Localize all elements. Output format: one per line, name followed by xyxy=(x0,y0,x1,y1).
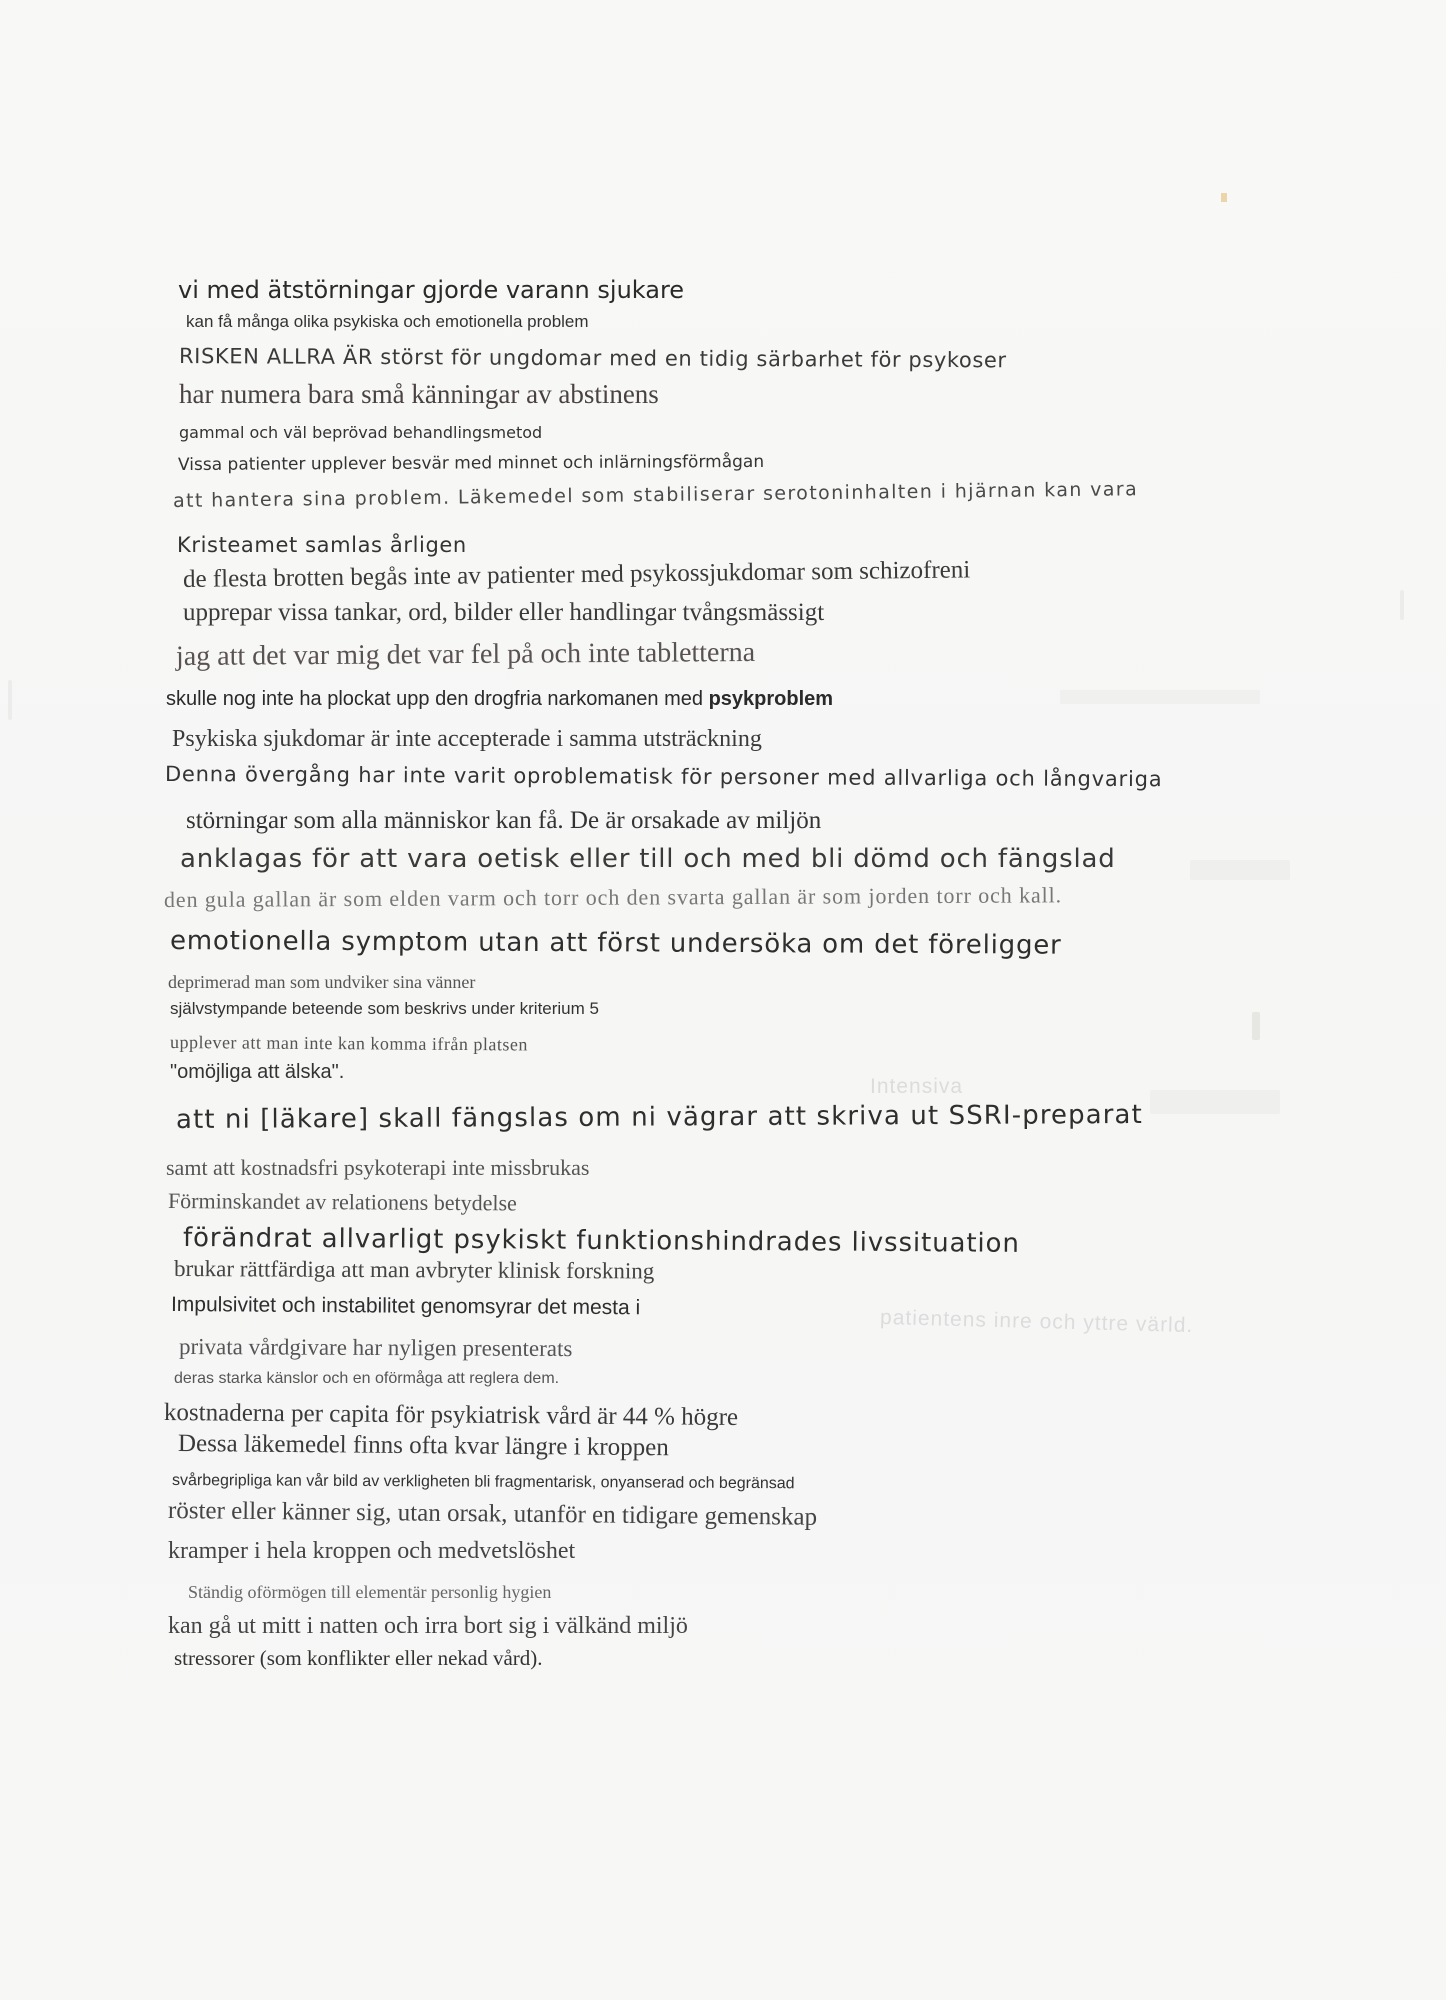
text-line: gammal och väl beprövad behandlingsmetod xyxy=(179,423,543,442)
faded-patch xyxy=(1190,860,1290,880)
text-line: vi med ätstörningar gjorde varann sjukare xyxy=(178,276,685,304)
faded-patch xyxy=(1150,1090,1280,1114)
text-line: röster eller känner sig, utan orsak, utanför en tidigare gemenskap xyxy=(167,1497,818,1531)
text-line: kostnaderna per capita för psykiatrisk vård är 44 % högre xyxy=(163,1399,739,1432)
text-line: upprepar vissa tankar, ord, bilder eller handlingar tvångsmässigt xyxy=(183,599,825,626)
text-line: kan gå ut mitt i natten och irra bort sig i välkänd miljö xyxy=(168,1613,688,1639)
faded-patch xyxy=(1060,690,1260,704)
text-line-part: skulle nog inte ha plockat upp den drogfria narkomanen med xyxy=(166,688,704,710)
ghost-text: patientens inre och yttre värld. xyxy=(879,1305,1194,1338)
edge-shadow xyxy=(8,680,12,720)
text-line: jag att det var mig det var fel på och inte tabletterna xyxy=(175,636,756,672)
text-line: Impulsivitet och instabilitet genomsyrar det mesta i xyxy=(170,1293,641,1320)
text-line: RISKEN ALLRA ÄR störst för ungdomar med en tidig särbarhet för psykoser xyxy=(178,344,1007,373)
text-line: kramper i hela kroppen och medvetslöshet xyxy=(168,1538,576,1564)
text-line: Denna övergång har inte varit oproblematisk för personer med allvarliga och långvariga xyxy=(164,762,1163,792)
text-line: att hantera sina problem. Läkemedel som stabiliserar serotoninhalten i hjärnan kan vara xyxy=(172,478,1139,512)
text-line: den gula gallan är som elden varm och torr och den svarta gallan är som jorden torr och kall. xyxy=(163,882,1063,912)
ghost-text: Intensiva xyxy=(870,1075,964,1098)
text-line: brukar rättfärdiga att man avbryter klinisk forskning xyxy=(173,1256,655,1284)
text-line: självstympande beteende som beskrivs under kriterium 5 xyxy=(170,999,599,1018)
text-line: Psykiska sjukdomar är inte accepterade i samma utsträckning xyxy=(172,726,762,752)
bold-keyword: psykproblem xyxy=(708,688,834,710)
text-line: stressorer (som konflikter eller nekad vård). xyxy=(174,1646,543,1670)
text-line: upplever att man inte kan komma ifrån platsen xyxy=(169,1032,528,1055)
text-line: Dessa läkemedel finns ofta kvar längre i kroppen xyxy=(177,1430,669,1462)
text-line: de flesta brotten begås inte av patienter med psykossjukdomar som schizofreni xyxy=(182,556,971,593)
text-line: har numera bara små känningar av abstinens xyxy=(179,379,659,409)
text-line: deras starka känslor och en oförmåga att reglera dem. xyxy=(174,1370,560,1387)
scan-mark xyxy=(1252,1012,1260,1040)
text-line: störningar som alla människor kan få. De är orsakade av miljön xyxy=(186,807,822,834)
text-line: Förminskandet av relationens betydelse xyxy=(167,1188,517,1216)
text-line: deprimerad man som undviker sina vänner xyxy=(168,972,476,992)
edge-shadow xyxy=(1400,590,1404,620)
text-line: emotionella symptom utan att först undersöka om det föreligger xyxy=(169,926,1062,961)
text-line: "omöjliga att älska". xyxy=(170,1061,345,1083)
text-line: Vissa patienter upplever besvär med minnet och inlärningsförmågan xyxy=(177,451,765,475)
text-line: privata vårdgivare har nyligen presenterats xyxy=(178,1334,573,1362)
text-line xyxy=(166,689,833,709)
ink-speck xyxy=(1221,193,1227,202)
text-line: anklagas för att vara oetisk eller till och med bli dömd och fängslad xyxy=(180,844,1116,874)
text-line: att ni [läkare] skall fängslas om ni vägrar att skriva ut SSRI-preparat xyxy=(175,1099,1143,1135)
text-line: Kristeamet samlas årligen xyxy=(177,533,467,557)
text-line: samt att kostnadsfri psykoterapi inte missbrukas xyxy=(166,1155,590,1180)
text-line: svårbegripliga kan vår bild av verkligheten bli fragmentarisk, onyanserad och begränsad xyxy=(171,1472,795,1493)
text-line: förändrat allvarligt psykiskt funktionshindrades livssituation xyxy=(182,1223,1020,1259)
text-line: Ständig oförmögen till elementär personlig hygien xyxy=(188,1582,552,1602)
text-line: kan få många olika psykiska och emotionella problem xyxy=(186,312,589,331)
